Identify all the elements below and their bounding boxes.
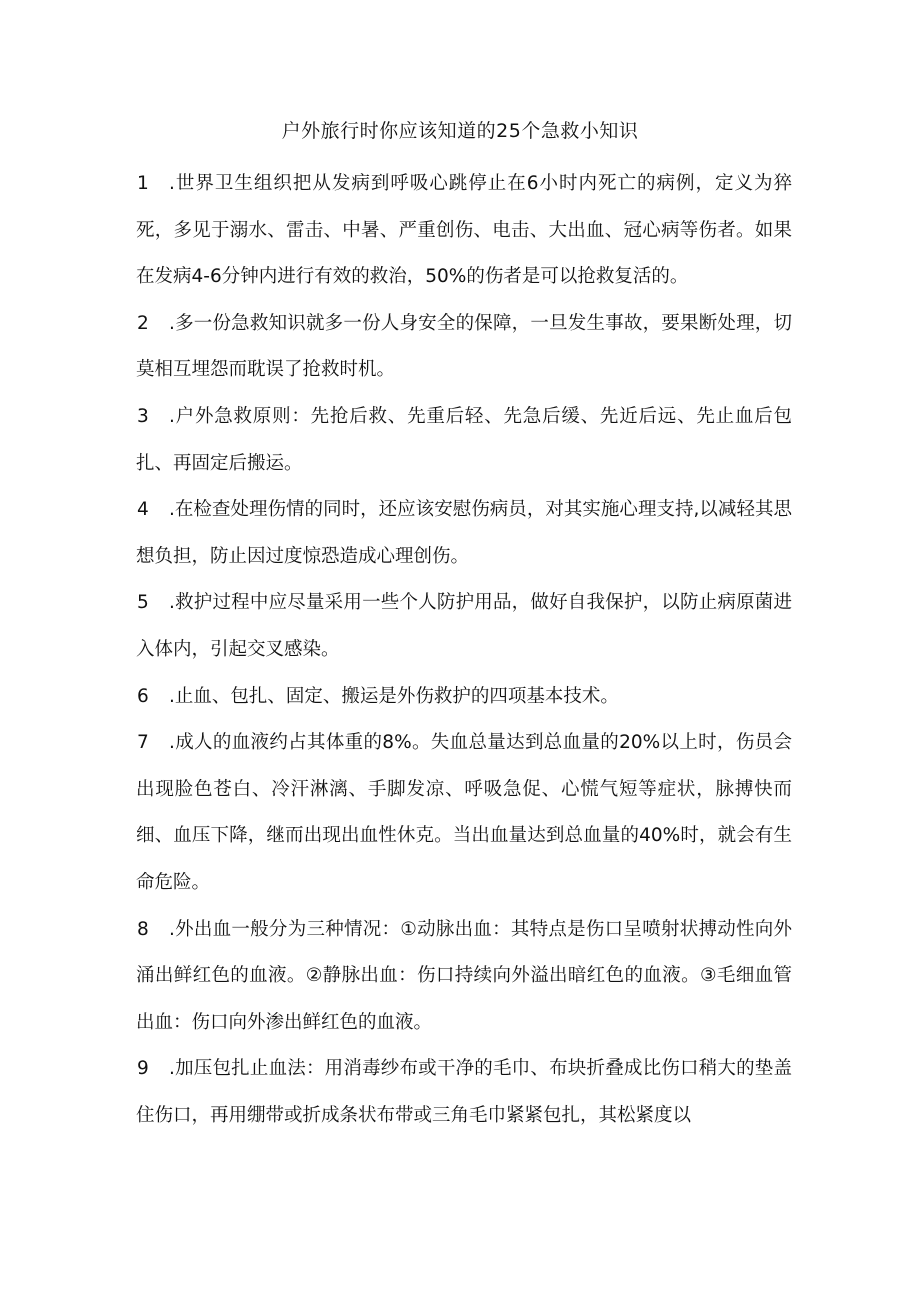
paragraph <box>136 161 792 301</box>
paragraph-number: 9 <box>137 1058 149 1080</box>
paragraph-number: 7 <box>137 732 149 754</box>
paragraph <box>136 720 792 906</box>
paragraph <box>136 907 792 1047</box>
paragraph-text: .成人的血液约占其体重的8%。失血总量达到总血量的20%以上时，伤员会出现脸色苍白、冷汗淋漓、手脚发凉、呼吸急促、心慌气短等症状，脉搏快而细、血压下降，继而出现出血性休克。当出血量达到总血量的40%时，就会有生命危险。 <box>136 732 792 893</box>
paragraph <box>136 394 792 487</box>
paragraph-number: 4 <box>137 499 149 521</box>
paragraph-number: 8 <box>137 918 149 940</box>
paragraph-text: .止血、包扎、固定、搬运是外伤救护的四项基本技术。 <box>169 685 619 707</box>
paragraph-text: .户外急救原则：先抢后救、先重后轻、先急后缓、先近后远、先止血后包扎、再固定后搬运。 <box>136 405 792 474</box>
paragraph-number: 5 <box>137 592 149 614</box>
paragraph-text: .外出血一般分为三种情况：①动脉出血：其特点是伤口呈喷射状搏动性向外涌出鲜红色的血液。②静脉出血：伤口持续向外溢出暗红色的血液。③毛细血管出血：伤口向外渗出鲜红色的血液。 <box>136 918 792 1033</box>
paragraph-text: .多一份急救知识就多一份人身安全的保障，一旦发生事故，要果断处理，切莫相互埋怨而耽误了抢救时机。 <box>136 312 792 381</box>
paragraph <box>136 580 792 673</box>
paragraph <box>136 487 792 580</box>
paragraph-text: .救护过程中应尽量采用一些个人防护用品，做好自我保护，以防止病原菌进入体内，引起交叉感染。 <box>136 592 792 660</box>
paragraph <box>136 1046 792 1139</box>
paragraph <box>136 301 792 394</box>
paragraph-number: 6 <box>137 685 149 707</box>
paragraph-text: .在检查处理伤情的同时，还应该安慰伤病员，对其实施心理支持,以减轻其思想负担，防止因过度惊恐造成心理创伤。 <box>136 499 792 567</box>
paragraph-number: 2 <box>137 312 149 334</box>
paragraph-text: .世界卫生组织把从发病到呼吸心跳停止在6小时内死亡的病例，定义为猝死，多见于溺水、雷击、中暑、严重创伤、电击、大出血、冠心病等伤者。如果在发病4-6分钟内进行有效的救治，50%的伤者是可以抢救复活的。 <box>136 173 792 288</box>
paragraph-text: .加压包扎止血法：用消毒纱布或干净的毛巾、布块折叠成比伤口稍大的垫盖住伤口，再用绷带或折成条状布带或三角毛巾紧紧包扎，其松紧度以 <box>136 1058 792 1126</box>
paragraph <box>136 674 792 721</box>
document-title: 户外旅行时你应该知道的25个急救小知识 <box>281 120 639 142</box>
paragraph-number: 3 <box>137 405 149 427</box>
document-body <box>136 161 792 1139</box>
paragraph-number: 1 <box>137 173 149 194</box>
